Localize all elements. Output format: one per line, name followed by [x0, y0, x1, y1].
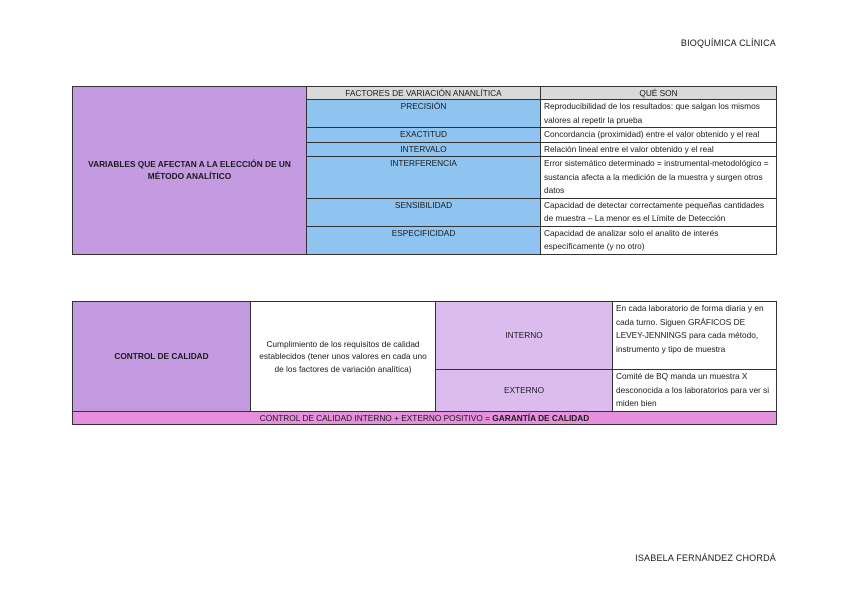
summary-bold-text: GARANTÍA DE CALIDAD — [492, 412, 590, 423]
factor-description: Error sistemático determinado = instrumental-metodológico = sustancia afecta a la medición de la muestra y surgen otros datos — [541, 157, 777, 199]
internal-control-description: En cada laboratorio de forma diaria y en cada turno. Siguen GRÁFICOS DE LEVEY-JENNINGS para cada método, instrumento y tipo de muestra — [613, 302, 777, 370]
factors-column-header: FACTORES DE VARIACIÓN ANANLÍTICA — [307, 87, 541, 100]
page-header-title: BIOQUÍMICA CLÍNICA — [680, 38, 776, 48]
summary-text: CONTROL DE CALIDAD INTERNO + EXTERNO POSITIVO = — [259, 412, 493, 423]
quality-control-table — [72, 301, 777, 425]
factor-cell: ESPECIFICIDAD — [307, 226, 541, 254]
what-column-header: QUÉ SON — [541, 87, 777, 100]
variables-header-row — [73, 87, 777, 100]
factor-cell: PRECISIÓN — [307, 100, 541, 128]
factor-cell: SENSIBILIDAD — [307, 198, 541, 226]
page-footer-author: ISABELA FERNÁNDEZ CHORDÁ — [635, 553, 776, 563]
variables-table — [72, 86, 777, 255]
factor-cell: EXACTITUD — [307, 128, 541, 143]
external-control-description: Comité de BQ manda un muestra X desconocida a los laboratorios para ver si miden bien — [613, 370, 777, 412]
external-control-label: EXTERNO — [436, 370, 613, 412]
factor-description: Concordancia (proximidad) entre el valor obtenido y el real — [541, 128, 777, 143]
factor-cell: INTERFERENCIA — [307, 157, 541, 199]
factor-description: Capacidad de detectar correctamente pequeñas cantidades de muestra – La menor es el Límite de Detección — [541, 198, 777, 226]
quality-requirement-text: Cumplimiento de los requisitos de calidad establecidos (tener unos valores en cada uno de los factores de variación analítica) — [251, 302, 436, 412]
quality-control-label: CONTROL DE CALIDAD — [73, 302, 251, 412]
internal-control-label: INTERNO — [436, 302, 613, 370]
factor-cell: INTERVALO — [307, 142, 541, 157]
variables-side-label: VARIABLES QUE AFECTAN A LA ELECCIÓN DE UN MÉTODO ANALÍTICO — [73, 87, 307, 255]
summary-row — [73, 411, 777, 424]
factor-description: Capacidad de analizar solo el analito de interés específicamente (y no otro) — [541, 226, 777, 254]
quality-summary — [73, 411, 777, 424]
factor-description: Reproducibilidad de los resultados: que salgan los mismos valores al repetir la prueba — [541, 100, 777, 128]
table-row — [73, 302, 777, 370]
factor-description: Relación lineal entre el valor obtenido y el real — [541, 142, 777, 157]
